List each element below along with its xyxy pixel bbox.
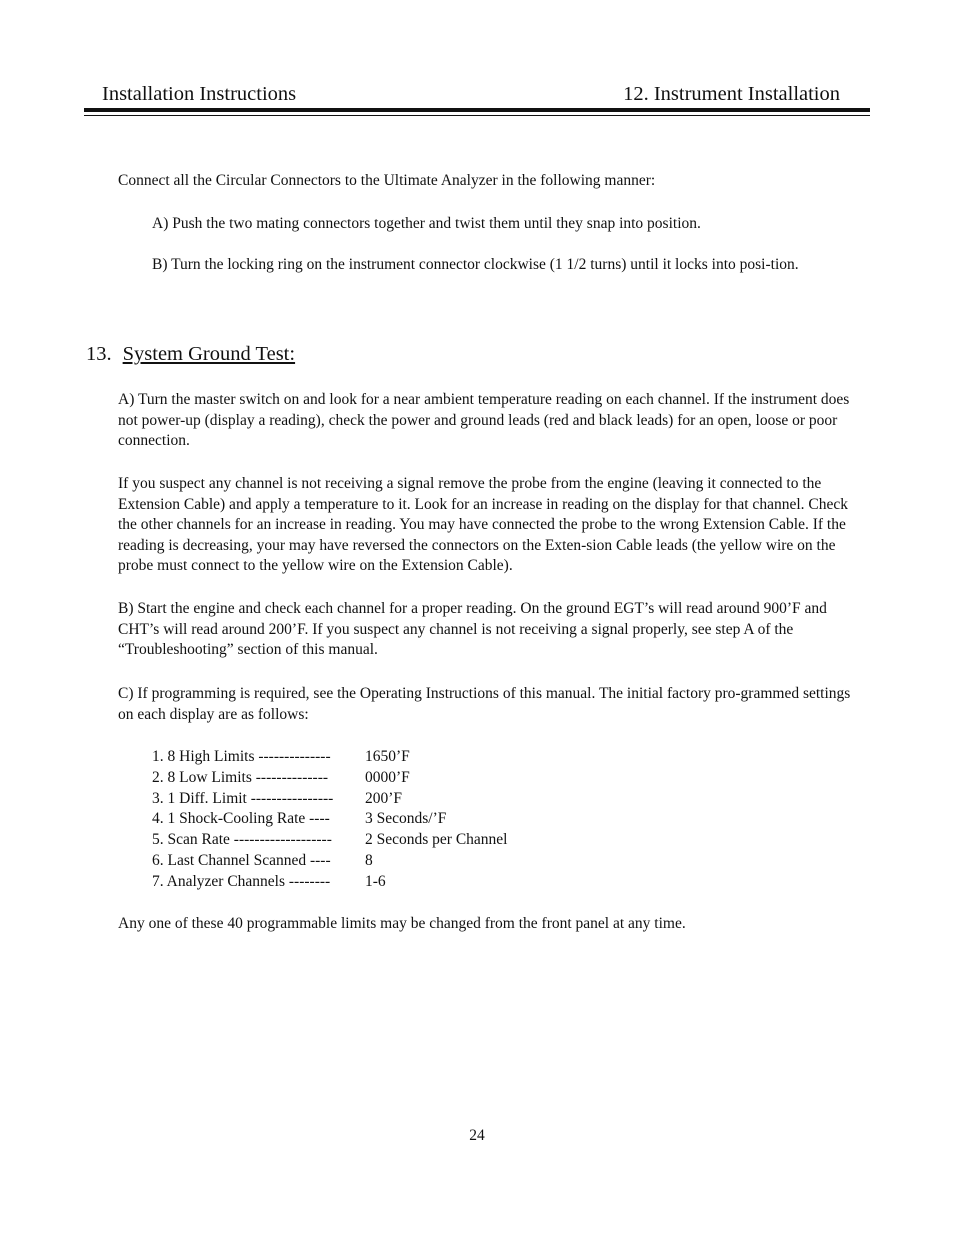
connect-step-b: B) Turn the locking ring on the instrument connector clockwise (1 1/2 turns) until it locks into posi-tion. [152, 256, 799, 273]
page-header-right: 12. Instrument Installation [623, 83, 840, 105]
setting-value: 1650’F [365, 748, 410, 765]
section-number: 13. [86, 343, 112, 365]
connect-step-a: A) Push the two mating connectors together and twist them until they snap into position. [152, 215, 701, 232]
paragraph-a: A) Turn the master switch on and look for a near ambient temperature reading on each channel. If the instrument does not power-up (display a reading), check the power and ground leads (red and black leads) for an open, loose or poor connection. [118, 391, 850, 450]
settings-list [152, 747, 507, 893]
setting-label: 2. 8 Low Limits -------------- [152, 768, 329, 786]
setting-label: 1. 8 High Limits -------------- [152, 748, 331, 765]
setting-label: 6. Last Channel Scanned ---- [152, 851, 331, 869]
section-title: System Ground Test: [122, 343, 296, 365]
setting-value: 0000’F [365, 768, 410, 786]
settings-row [152, 768, 507, 789]
settings-row [152, 789, 507, 810]
setting-label: 3. 1 Diff. Limit ---------------- [152, 789, 334, 807]
setting-value: 8 [365, 851, 373, 869]
settings-row [152, 830, 507, 851]
setting-label: 5. Scan Rate ------------------- [152, 831, 332, 849]
settings-row [152, 872, 507, 893]
closing-paragraph: Any one of these 40 programmable limits may be changed from the front panel at any time. [118, 915, 686, 932]
section-heading [86, 341, 295, 367]
setting-value: 1-6 [365, 872, 386, 890]
settings-row [152, 747, 507, 768]
paragraph-c: C) If programming is required, see the Operating Instructions of this manual. The initial factory pro-grammed settings on each display are as follows: [118, 685, 851, 723]
intro-paragraph: Connect all the Circular Connectors to the Ultimate Analyzer in the following manner: [118, 172, 656, 189]
page-number: 24 [469, 1127, 485, 1144]
setting-label: 7. Analyzer Channels -------- [152, 872, 331, 890]
header-rule-thin [84, 115, 870, 116]
page-header-left: Installation Instructions [102, 83, 297, 105]
paragraph-suspect: If you suspect any channel is not receiving a signal remove the probe from the engine (leaving it connected to the Extension Cable) and apply a temperature to it. Look for an increase in reading on the display for that channel. Check the other channels for an increase in reading. You may have connected the probe to the wrong Extension Cable. If the reading is decreasing, your may have reversed the connectors on the Exten-sion Cable leads (the yellow wire on the probe must connect to the yellow wire on the Extension Cable). [118, 475, 848, 575]
settings-row [152, 809, 507, 830]
paragraph-b: B) Start the engine and check each channel for a proper reading. On the ground EGT’s will read around 900’F and CHT’s will read around 200’F. If you suspect any channel is not receiving a signal properly, see step A of the “Troubleshooting” section of this manual. [118, 600, 827, 659]
setting-value: 3 Seconds/’F [365, 810, 447, 828]
setting-label: 4. 1 Shock-Cooling Rate ---- [152, 810, 330, 828]
setting-value: 2 Seconds per Channel [365, 831, 508, 849]
header-rule-thick [84, 108, 870, 112]
settings-row [152, 851, 507, 872]
setting-value: 200’F [365, 789, 403, 807]
